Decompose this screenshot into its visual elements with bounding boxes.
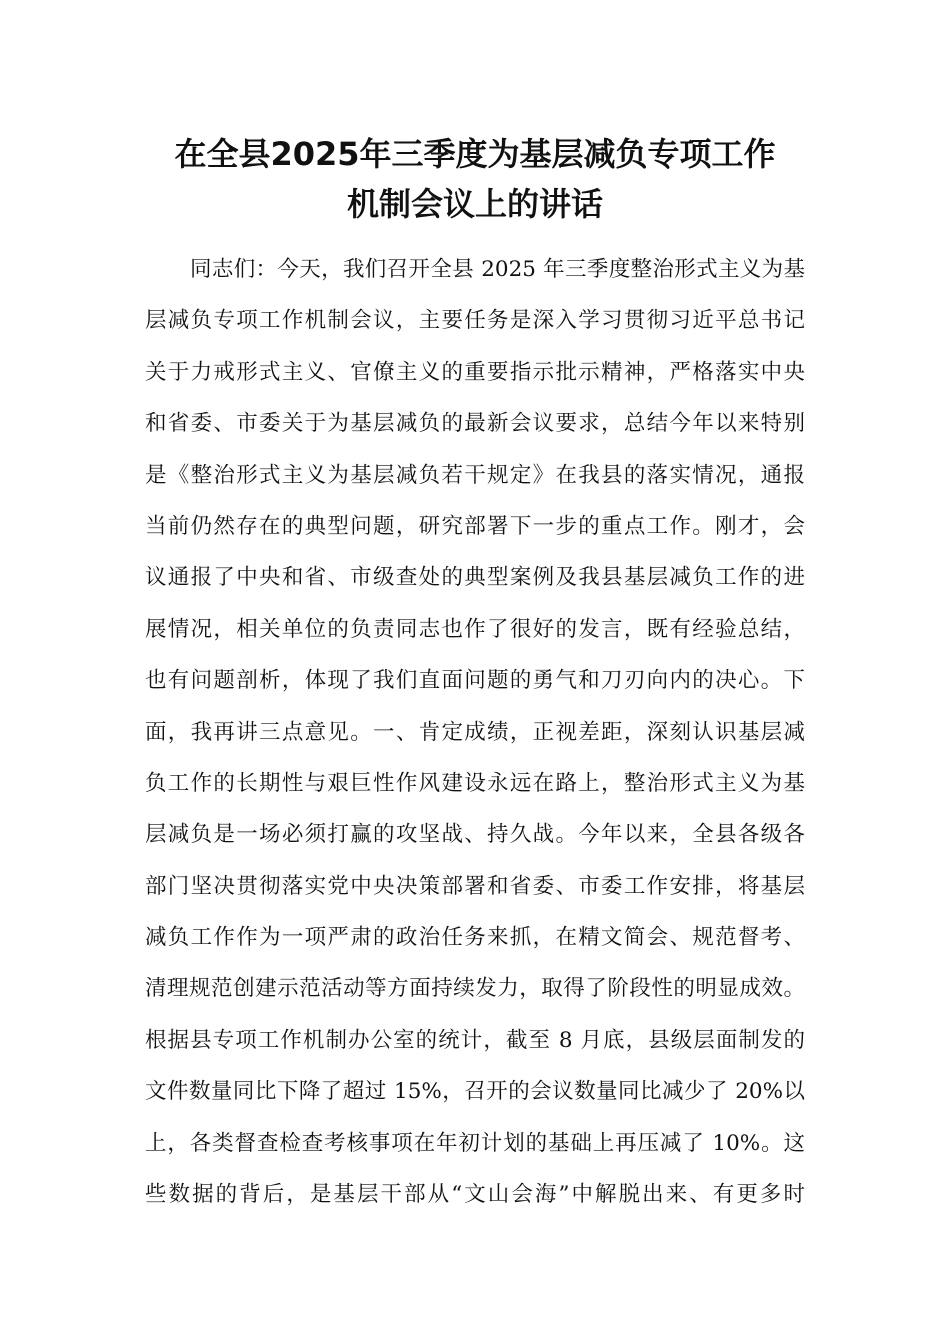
body-line: 也有问题剖析，体现了我们直面问题的勇气和刀刃向内的决心。下 <box>145 668 805 694</box>
body-line: 负工作的长期性与艰巨性作风建设永远在路上，整治形式主义为基 <box>145 770 805 796</box>
document-title-line-2: 机制会议上的讲话 <box>346 185 603 223</box>
body-line: 关于力戒形式主义、官僚主义的重要指示批示精神，严格落实中央 <box>145 359 805 385</box>
body-line: 层减负专项工作机制会议，主要任务是深入学习贯彻习近平总书记 <box>145 308 805 334</box>
body-line: 上，各类督查检查考核事项在年初计划的基础上再压减了 10%。这 <box>145 1130 805 1156</box>
body-line: 和省委、市委关于为基层减负的最新会议要求，总结今年以来特别 <box>145 411 805 437</box>
document-title-line-1: 在全县2025年三季度为基层减负专项工作 <box>174 135 776 173</box>
body-line: 层减负是一场必须打赢的攻坚战、持久战。今年以来，全县各级各 <box>145 822 805 848</box>
body-line: 部门坚决贯彻落实党中央决策部署和省委、市委工作安排，将基层 <box>145 873 805 899</box>
body-line: 议通报了中央和省、市级查处的典型案例及我县基层减负工作的进 <box>145 565 805 591</box>
body-line: 是《整治形式主义为基层减负若干规定》在我县的落实情况，通报 <box>145 462 805 488</box>
body-line: 减负工作作为一项严肃的政治任务来抓，在精文简会、规范督考、 <box>145 925 805 951</box>
body-line: 些数据的背后，是基层干部从“文山会海”中解脱出来、有更多时 <box>145 1182 805 1208</box>
body-line: 当前仍然存在的典型问题，研究部署下一步的重点工作。刚才，会 <box>145 513 805 539</box>
body-line: 清理规范创建示范活动等方面持续发力，取得了阶段性的明显成效。 <box>145 976 805 1002</box>
body-line: 根据县专项工作机制办公室的统计，截至 8 月底，县级层面制发的 <box>145 1027 805 1053</box>
document-body <box>145 250 805 1226</box>
body-line: 文件数量同比下降了超过 15%，召开的会议数量同比减少了 20%以 <box>145 1079 805 1105</box>
body-line: 同志们：今天，我们召开全县 2025 年三季度整治形式主义为基 <box>190 257 805 282</box>
body-line: 展情况，相关单位的负责同志也作了很好的发言，既有经验总结， <box>145 616 805 642</box>
body-line: 面，我再讲三点意见。一、肯定成绩，正视差距，深刻认识基层减 <box>145 719 805 745</box>
